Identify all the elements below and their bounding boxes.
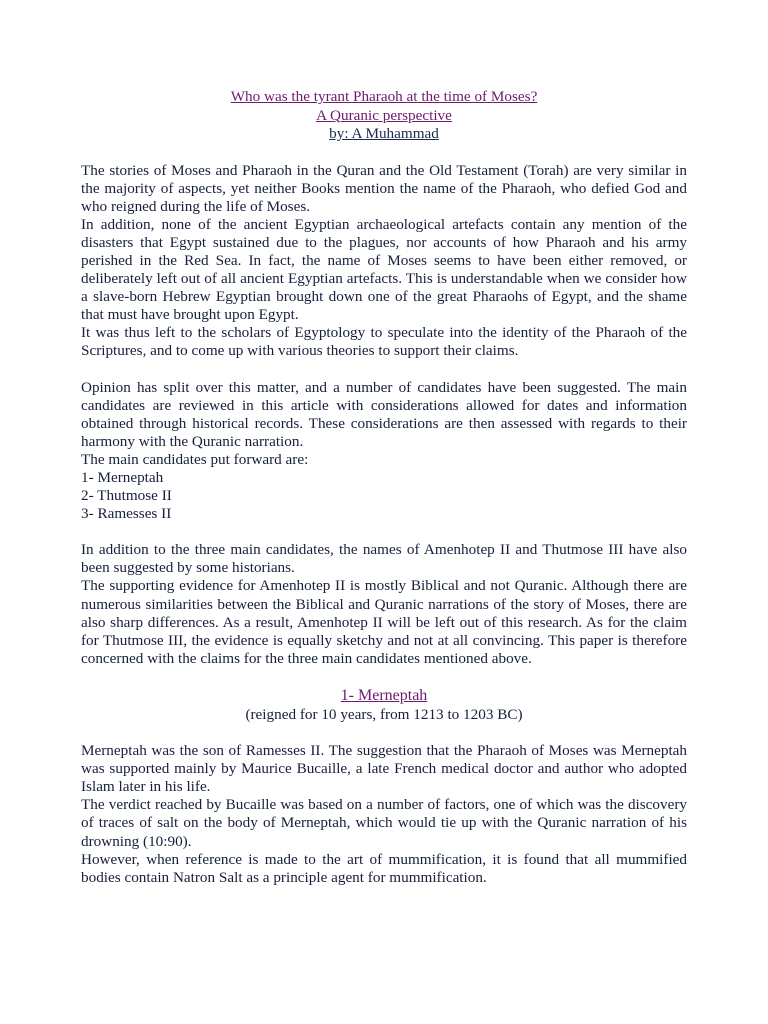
candidate-list-item: 2- Thutmose II	[81, 487, 172, 505]
other-candidates-paragraph: In addition to the three main candidates, the names of Amenhotep II and Thutmose III have also been suggested by some historians.	[81, 541, 687, 577]
merneptah-paragraph: The verdict reached by Bucaille was based on a number of factors, one of which was the discovery of traces of salt on the body of Merneptah, which would tie up with the Quranic narration of his drowning (10:90).	[81, 796, 687, 850]
candidates-list-intro: The main candidates put forward are:	[81, 450, 309, 468]
intro-paragraph: The stories of Moses and Pharaoh in the Quran and the Old Testament (Torah) are very similar in the majority of aspects, yet neither Books mention the name of the Pharaoh, who defied God and who reigned during the life of Moses.	[81, 161, 687, 215]
candidate-list-item: 1- Merneptah	[81, 469, 164, 486]
intro-section	[81, 162, 687, 361]
document-title: Who was the tyrant Pharaoh at the time of Moses?	[230, 88, 538, 105]
section-heading-merneptah: 1- Merneptah	[340, 686, 428, 704]
title-block	[81, 88, 687, 144]
spacer	[81, 523, 687, 541]
merneptah-section	[81, 686, 687, 887]
intro-paragraph: In addition, none of the ancient Egyptian archaeological artefacts contain any mention of the disasters that Egypt sustained due to the plagues, nor accounts of how Pharaoh and his army perished in the Red Sea. In fact, the name of Moses seems to have been either removed, or deliberately left out of all ancient Egyptian artefacts. This is understandable when we consider how a slave-born Hebrew Egyptian brought down one of the great Pharaohs of Egypt, and the shame that must have brought upon Egypt.	[81, 215, 687, 324]
merneptah-paragraph: Merneptah was the son of Ramesses II. The suggestion that the Pharaoh of Moses was Merneptah was supported mainly by Maurice Bucaille, a late French medical doctor and author who adopted Islam later in his life.	[81, 742, 687, 796]
candidate-list-item: 3- Ramesses II	[81, 505, 172, 523]
spacer	[81, 361, 687, 379]
document-subtitle: A Quranic perspective	[316, 106, 452, 124]
document-page	[81, 88, 687, 887]
spacer	[81, 668, 687, 686]
section-subheading: (reigned for 10 years, from 1213 to 1203 BC)	[245, 705, 523, 723]
other-candidates-paragraph: The supporting evidence for Amenhotep II is mostly Biblical and not Quranic. Although there are numerous similarities between the Biblical and Quranic narrations of the story of Moses, there are also sharp differences. As a result, Amenhotep II will be left out of this research. As for the claim for Thutmose III, the evidence is equally sketchy and not at all convincing. This paper is therefore concerned with the claims for the three main candidates mentioned above.	[81, 577, 687, 667]
spacer	[81, 724, 687, 742]
merneptah-paragraph: However, when reference is made to the art of mummification, it is found that all mummified bodies contain Natron Salt as a principle agent for mummification.	[81, 850, 687, 886]
author-byline: by: A Muhammad	[329, 125, 439, 142]
candidates-paragraph: Opinion has split over this matter, and a number of candidates have been suggested. The main candidates are reviewed in this article with considerations allowed for dates and information obtained through historical records. These considerations are then assessed with regards to their harmony with the Quranic narration.	[81, 378, 687, 450]
candidates-section	[81, 379, 687, 524]
intro-paragraph: It was thus left to the scholars of Egyptology to speculate into the identity of the Pharaoh of the Scriptures, and to come up with various theories to support their claims.	[81, 324, 687, 360]
other-candidates-section	[81, 541, 687, 668]
